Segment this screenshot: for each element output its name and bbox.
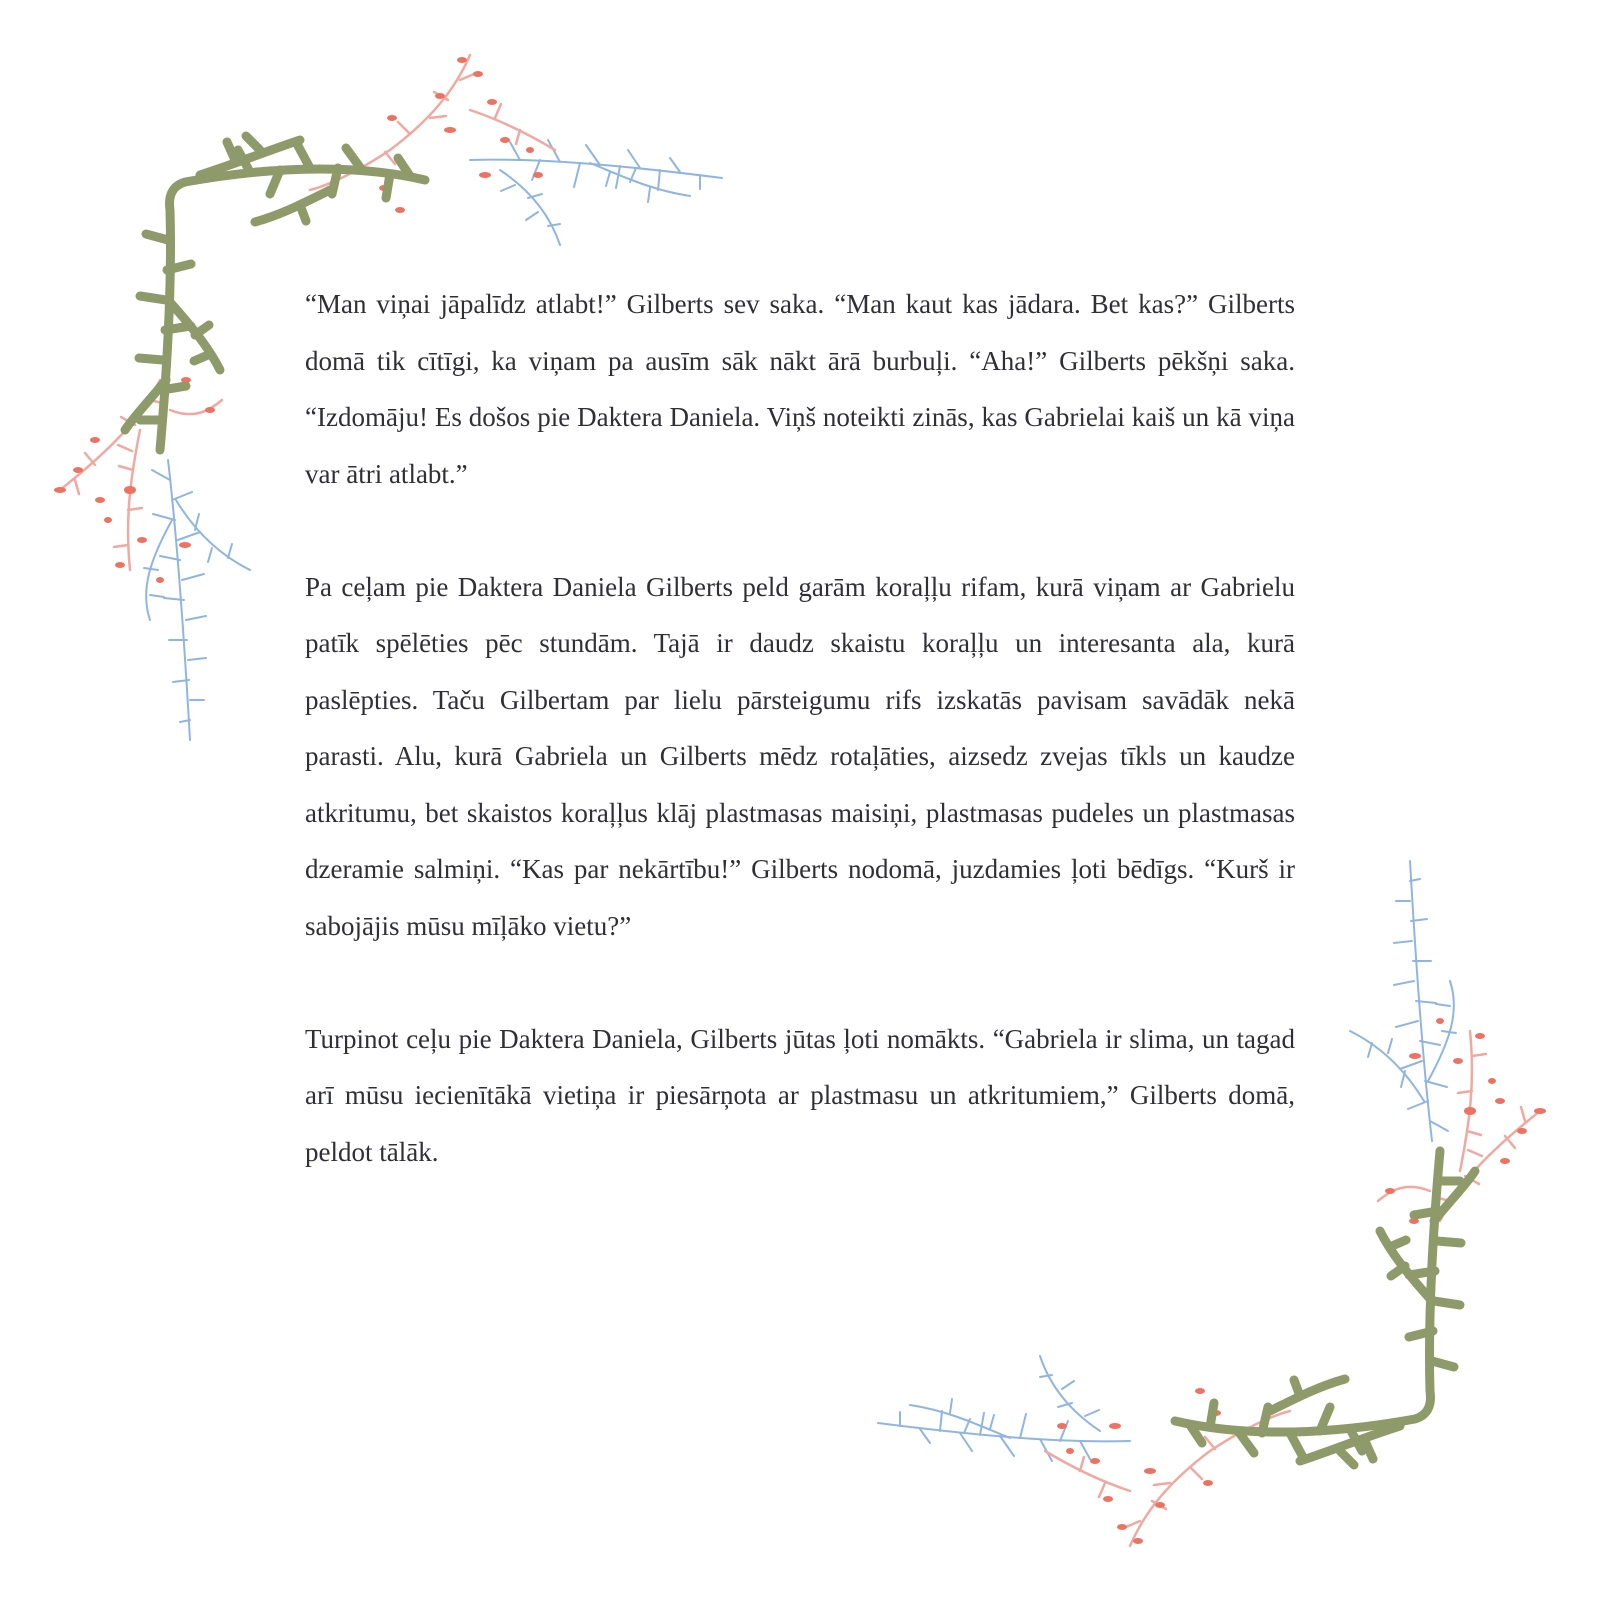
story-paragraph-2: Pa ceļam pie Daktera Daniela Gilberts peld garām koraļļu rifam, kurā viņam ar Gabrielu patīk spēlēties pēc stundām. Tajā ir daudz skaistu koraļļu un interesanta ala, kurā paslēpties. Taču Gilbertam par lielu pārsteigumu rifs izskatās pavisam savādāk nekā parasti. Alu, kurā Gabriela un Gilberts mēdz rotaļāties, aizsedz zvejas tīkls un kaudze atkritumu, bet skaistos koraļļus klāj plastmasas maisiņi, plastmasas pudeles un plastmasas dzeramie salmiņi. “Kas par nekārtību!” Gilberts nodomā, juzdamies ļoti bēdīgs. “Kurš ir sabojājis mūsu mīļāko vietu?” bbox=[305, 571, 1295, 941]
story-text bbox=[305, 276, 1295, 1180]
story-paragraph-1: “Man viņai jāpalīdz atlabt!” Gilberts sev saka. “Man kaut kas jādara. Bet kas?” Gilberts domā tik cītīgi, ka viņam pa ausīm sāk nākt ārā burbuļi. “Aha!” Gilberts pēkšņi saka. “Izdomāju! Es došos pie Daktera Daniela. Viņš noteikti zinās, kas Gabrielai kaiš un kā viņa var ātri atlabt.” bbox=[305, 289, 1295, 489]
story-paragraph-3: Turpinot ceļu pie Daktera Daniela, Gilberts jūtas ļoti nomākts. “Gabriela ir slima, un tagad arī mūsu iecienītākā vietiņa ir piesārņota ar plastmasu un atkritumiem,” Gilberts domā, peldot tālāk. bbox=[305, 1023, 1295, 1167]
